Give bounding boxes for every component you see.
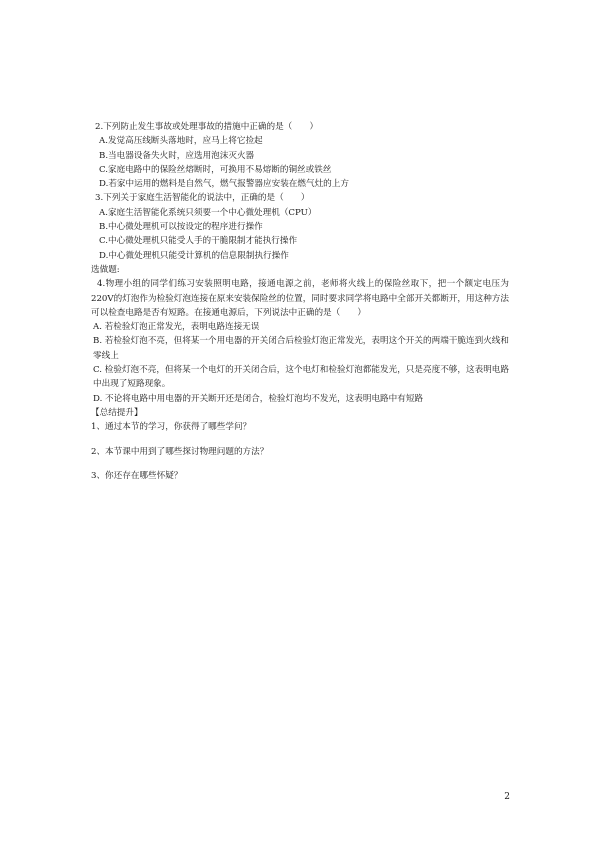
- summary-item-1: 1、通过本节的学习，你获得了哪些学问？: [91, 422, 252, 433]
- question-2-option-a: A.发觉高压线断头落地时，应马上将它捡起: [99, 136, 263, 147]
- question-3-option-c: C.中心微处理机只能受人手的干脆限制才能执行操作: [99, 236, 298, 247]
- question-2-stem: 2.下列防止发生事故或处理事故的措施中正确的是（ ）: [95, 122, 319, 132]
- page-number: 2: [504, 792, 510, 802]
- question-3-option-a: A.家庭生活智能化系统只须要一个中心微处理机（CPU）: [99, 207, 317, 218]
- question-3-option-d: D.中心微处理机只能受计算机的信息限制执行操作: [99, 250, 289, 261]
- question-3-option-b: B.中心微处理机可以按设定的程序进行操作: [99, 222, 263, 233]
- question-2-option-c: C.家庭电路中的保险丝熔断时，可换用不易熔断的铜丝或铁丝: [99, 164, 332, 175]
- optional-section-label: 选做题:: [91, 264, 120, 275]
- question-2-option-b: B.当电器设备失火时，应选用泡沫灭火器: [99, 150, 255, 161]
- question-2-option-d: D.若家中运用的燃料是自然气，燃气报警器应安装在燃气灶的上方: [99, 179, 349, 190]
- summary-item-3: 3、你还存在哪些怀疑？: [91, 470, 183, 481]
- question-4-option-d: D. 不论将电路中用电器的开关断开还是闭合，检验灯泡均不发光，这表明电路中有短路: [93, 393, 424, 404]
- question-4-option-c: C. 检验灯泡不亮，但将某一个电灯的开关闭合后，这个电灯和检验灯泡都能发光，只是亮度不够，这表明电路中出现了短路现象。: [93, 365, 510, 390]
- summary-item-2: 2、本节课中用到了哪些探讨物理问题的方法？: [91, 446, 269, 457]
- answer-space: [91, 459, 509, 469]
- question-4-option-b: B. 若检验灯泡不亮，但将某一个用电器的开关闭合后检验灯泡正常发光，表明这个开关的两端干脆连到火线和零线上: [93, 336, 509, 361]
- question-4-option-a: A. 若检验灯泡正常发光，表明电路连接无误: [93, 322, 260, 333]
- question-4-stem: 4.物理小组的同学们练习安装照明电路，接通电源之前，老师将火线上的保险丝取下，把一个额定电压为220V的灯泡作为检验灯泡连接在原来安装保险丝的位置，同时要求同学将电路中全部开关都断开，用这种方法可以检查电路是否有短路。在接通电源后，下列说法中正确的是（ ）: [91, 279, 509, 318]
- summary-heading: 【总结提升】: [91, 407, 143, 418]
- answer-space: [91, 435, 509, 445]
- question-3-stem: 3.下列关于家庭生活智能化的说法中，正确的是（ ）: [95, 193, 310, 204]
- worksheet-content: [91, 120, 509, 483]
